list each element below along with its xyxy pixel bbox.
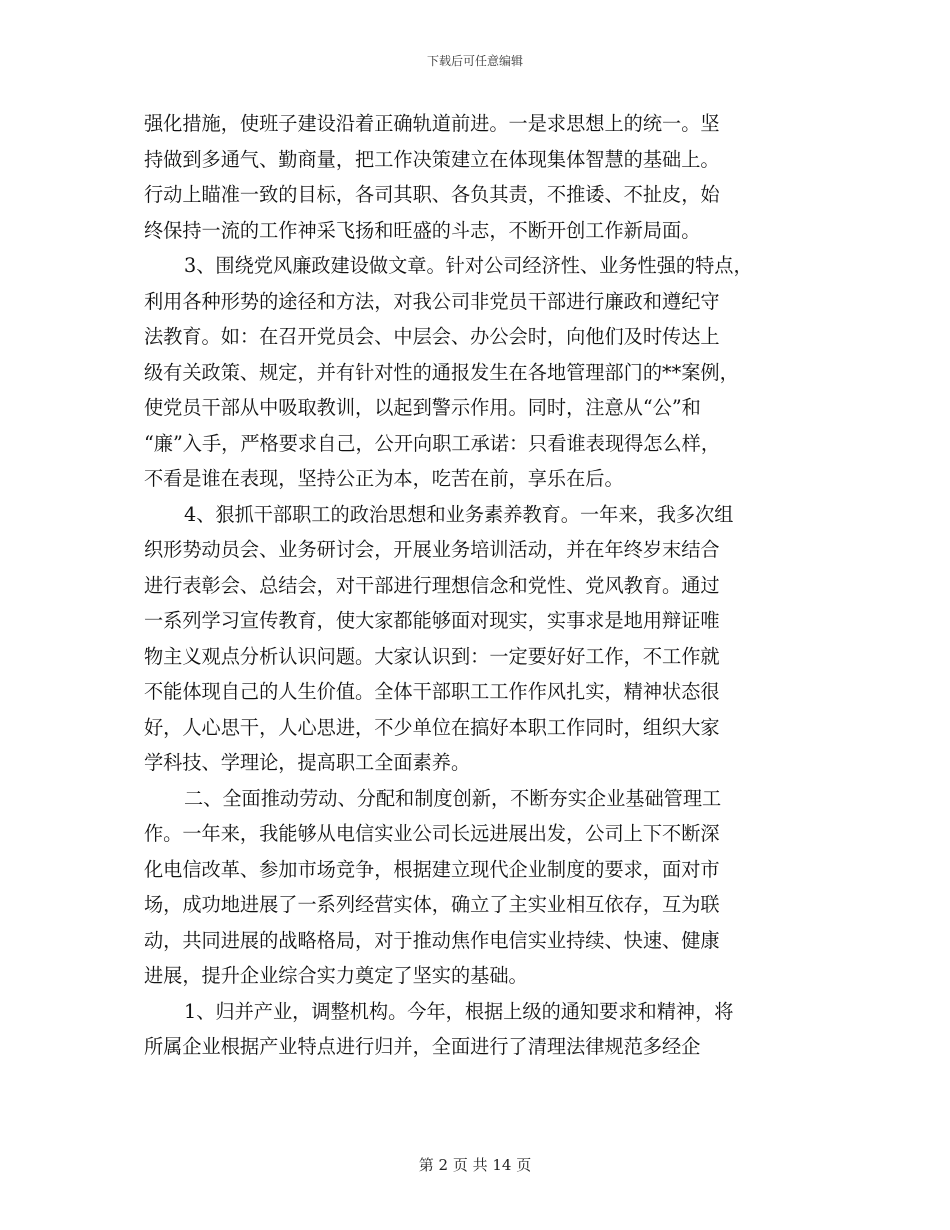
text-line: 场，成功地进展了一系列经营实体，确立了主实业相互依存，互为联 — [144, 893, 720, 916]
text-line: 作。一年来，我能够从电信实业公司长远进展出发，公司上下不断深 — [144, 822, 720, 845]
document-body — [144, 106, 804, 1065]
paragraph-start-line: 4、狠抓干部职工的政治思想和业务素养教育。一年来，我多次组 — [184, 502, 734, 526]
text-line: 法教育。如：在召开党员会、中层会、办公会时，向他们及时传达上 — [144, 325, 720, 348]
text-line: 不能体现自己的人生价值。全体干部职工工作作风扎实，精神状态很 — [144, 680, 720, 703]
text-line: 一系列学习宣传教育，使大家都能够面对现实，实事求是地用辩证唯 — [144, 609, 720, 632]
text-line: 使党员干部从中吸取教训，以起到警示作用。同时，注意从“公”和 — [144, 396, 701, 419]
page-number-footer: 第 2 页 共 14 页 — [418, 1156, 532, 1174]
text-line: 动，共同进展的战略格局，对于推动焦作电信实业持续、快速、健康 — [144, 928, 720, 952]
text-line: “廉”入手，严格要求自己，公开向职工承诺：只看谁表现得怎么样， — [144, 431, 721, 455]
text-line: 进行表彰会、总结会，对干部进行理想信念和党性、党风教育。通过 — [144, 573, 720, 597]
text-line: 利用各种形势的途径和方法，对我公司非党员干部进行廉政和遵纪守 — [144, 289, 720, 313]
text-line: 终保持一流的工作神采飞扬和旺盛的斗志，不断开创工作新局面。 — [144, 218, 701, 242]
text-line: 所属企业根据产业特点进行归并，全面进行了清理法律规范多经企 — [144, 1035, 701, 1058]
text-line: 学科技、学理论，提高职工全面素养。 — [144, 751, 471, 774]
text-line: 物主义观点分析认识问题。大家认识到：一定要好好工作，不工作就 — [144, 644, 720, 668]
paragraph-start-line: 1、归并产业，调整机构。今年，根据上级的通知要求和精神，将 — [184, 999, 734, 1023]
text-line: 化电信改革、参加市场竞争，根据建立现代企业制度的要求，面对市 — [144, 857, 720, 881]
page-header-note: 下载后可任意编辑 — [426, 54, 523, 68]
text-line: 好，人心思干，人心思进，不少单位在搞好本职工作同时，组织大家 — [144, 715, 720, 739]
text-line: 强化措施，使班子建设沿着正确轨道前进。一是求思想上的统一。坚 — [144, 112, 720, 135]
text-line: 不看是谁在表现，坚持公正为本，吃苦在前，享乐在后。 — [144, 467, 624, 490]
text-line: 进展，提升企业综合实力奠定了坚实的基础。 — [144, 964, 528, 987]
paragraph-start-line: 二、全面推动劳动、分配和制度创新，不断夯实企业基础管理工 — [184, 786, 722, 810]
text-line: 级有关政策、规定，并有针对性的通报发生在各地管理部门的**案例， — [144, 360, 739, 384]
paragraph-start-line: 3、围绕党风廉政建设做文章。针对公司经济性、业务性强的特点， — [184, 254, 753, 277]
text-line: 行动上瞄准一致的目标，各司其职、各负其责，不推诿、不扯皮，始 — [144, 183, 720, 206]
text-line: 持做到多通气、勤商量，把工作决策建立在体现集体智慧的基础上。 — [144, 147, 720, 171]
text-line: 织形势动员会、业务研讨会，开展业务培训活动，并在年终岁末结合 — [144, 538, 720, 561]
